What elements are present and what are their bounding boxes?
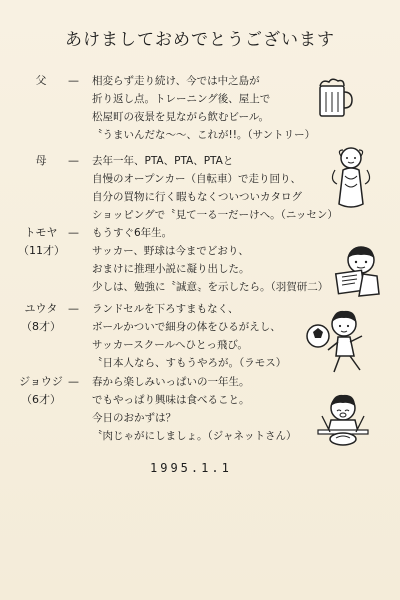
separator-dash: — — [68, 302, 79, 315]
father-line-4: 〝うまいんだな〜〜、これが!!。（サントリー） — [92, 129, 316, 141]
mother-line-2: 自慢のオープンカー（自転車）で走り回り、 — [92, 173, 302, 185]
joji-line-1: 春から楽しみいっぱいの一年生。 — [92, 376, 250, 388]
joji-label: ジョウジ — [19, 375, 63, 388]
joji-name — [18, 373, 64, 409]
tomoya-line-1: もうすぐ6年生。 — [92, 227, 173, 239]
separator-dash: — — [68, 74, 79, 87]
yuta-age: （8才） — [21, 320, 61, 333]
yuta-line-1: ランドセルを下ろすまもなく、 — [92, 303, 239, 315]
card-date: 1995.1.1 — [150, 461, 232, 475]
yuta-label: ユウタ — [24, 302, 58, 315]
mother-name — [18, 152, 64, 170]
mother-line-3: 自分の買物に行く暇もなくついついカタログ — [92, 191, 302, 203]
yuta-line-4: 〝日本人なら、すもうやろが。（ラモス） — [92, 357, 287, 369]
mother-line-4: ショッピングで〝見て一る一だーけへ。（ニッセン） — [92, 209, 338, 221]
joji-age: （6才） — [21, 393, 61, 406]
boy-reading-icon — [333, 244, 387, 300]
separator-dash: — — [68, 226, 79, 239]
yuta-line-2: ボールかついで細身の体をひるがえし、 — [92, 321, 281, 333]
beer-mug-icon — [312, 76, 354, 122]
father-label: 父 — [35, 74, 47, 87]
joji-line-4: 〝肉じゃがにしましょ。（ジャネットさん） — [92, 430, 297, 442]
joji-line-2: でもやっぱり興味は食べること。 — [92, 394, 250, 406]
separator-dash: — — [68, 375, 79, 388]
yuta-name — [18, 300, 64, 336]
tomoya-age: （11才） — [18, 244, 65, 257]
soccer-boy-icon — [304, 306, 370, 378]
father-line-3: 松屋町の夜景を見ながら飲むビール。 — [92, 111, 270, 123]
tomoya-name — [18, 224, 64, 260]
yuta-line-3: サッカースクールへひとっ飛び。 — [92, 339, 248, 351]
mother-apron-icon — [327, 146, 375, 210]
tomoya-line-3: おまけに推理小説に凝り出した。 — [92, 263, 250, 275]
tomoya-label: トモヤ — [24, 226, 58, 239]
mother-line-1: 去年一年、PTA、PTA、PTAと — [92, 155, 234, 167]
joji-line-3: 今日のおかずは？ — [92, 412, 176, 424]
mother-label: 母 — [35, 154, 47, 167]
boy-eating-icon — [314, 392, 372, 450]
tomoya-line-4: 少しは、勉強に〝誠意〟を示したら。（羽賀研二） — [92, 281, 329, 293]
greeting-title: あけましておめでとうございます — [65, 30, 335, 50]
father-name — [18, 72, 64, 90]
father-line-1: 相変らず走り続け、今では中之島が — [92, 75, 260, 87]
tomoya-line-2: サッカー、野球は今までどおり、 — [92, 245, 249, 257]
father-line-2: 折り返し点。トレーニング後、屋上で — [92, 93, 271, 105]
separator-dash: — — [68, 154, 79, 167]
